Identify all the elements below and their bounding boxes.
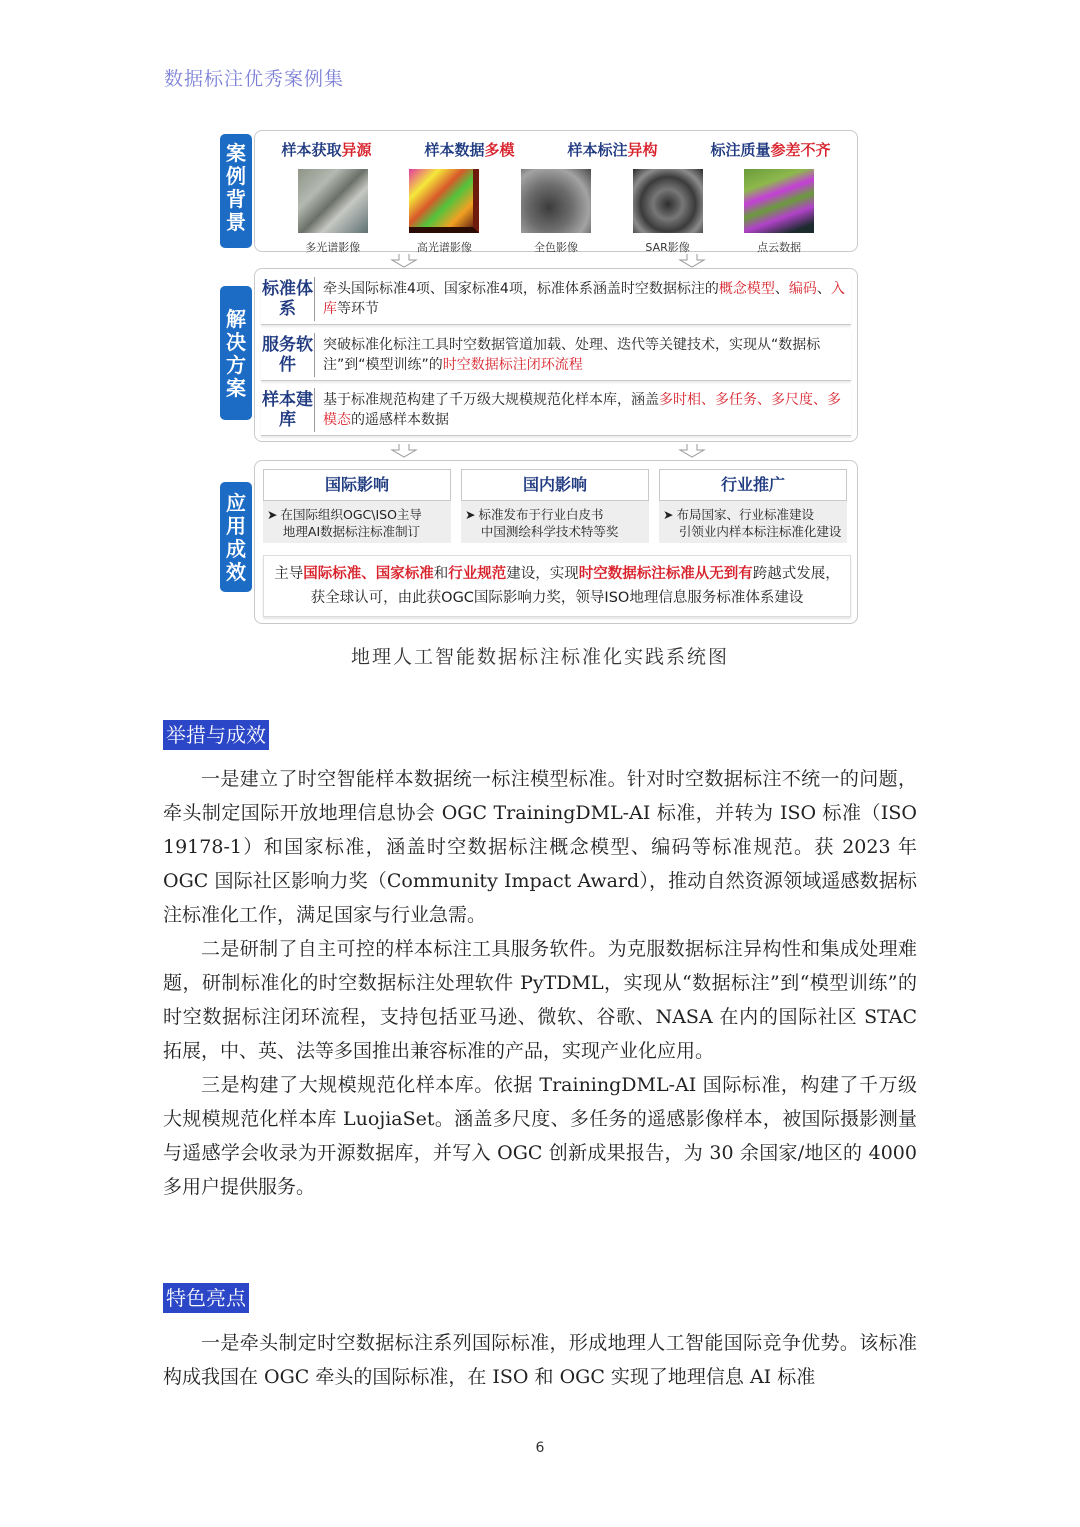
challenge-heading: 标注质量参差不齐 <box>710 141 831 159</box>
sar-image-icon <box>633 169 703 233</box>
tab-solution: 解决方案 <box>220 286 252 420</box>
solution-text: 基于标准规范构建了千万级大规模规范化样本库，涵盖多时相、多任务、多尺度、多模态的遥感样本数据 <box>323 391 841 428</box>
solution-text: 牵头国际标准4项、国家标准4项，标准体系涵盖时空数据标注的概念模型、编码、入库等环节 <box>323 280 845 317</box>
impact-domestic: 国内影响 ➤ 标准发布于行业白皮书 中国测绘科学技术特等奖 <box>461 469 649 543</box>
section-heading-measures: 举措与成效 <box>163 720 269 750</box>
impact-international: 国际影响 ➤ 在国际组织OGC\ISO主导 地理AI数据标注标准制订 <box>263 469 451 543</box>
figure-caption: 地理人工智能数据标注标准化实践系统图 <box>350 646 729 668</box>
hyperspectral-cube-icon <box>409 169 479 233</box>
paragraph: 二是研制了自主可控的样本标注工具服务软件。为克服数据标注异构性和集成处理难题，研制标准化的时空数据标注处理软件 PyTDML，实现从“数据标注”到“模型训练”的时空数据标注闭环流程，支持包括亚马逊、微软、谷歌、NASA 在内的国际社区 STAC 拓展，中、英、法等多国推出兼容标准的产品，实现产业化应用。 <box>163 938 917 1062</box>
chevron-right-icon: ➤ <box>663 507 674 522</box>
solution-row-standards <box>261 273 851 325</box>
solution-key: 服务软件 <box>262 334 313 375</box>
running-header: 数据标注优秀案例集 <box>164 68 345 90</box>
section-body-highlights <box>163 1326 917 1394</box>
results-summary: 主导国际标准、国家标准和行业规范建设，实现时空数据标注标准从无到有跨越式发展，获全球认可，由此获OGC国际影响力奖，领导ISO地理信息服务标准体系建设 <box>263 555 851 617</box>
solution-key: 标准体系 <box>262 278 313 319</box>
tab-results: 应用成效 <box>220 482 252 592</box>
down-arrow-icon <box>390 254 418 268</box>
paragraph: 一是牵头制定时空数据标注系列国际标准，形成地理人工智能国际竞争优势。该标准构成我国在 OGC 牵头的国际标准，在 ISO 和 OGC 实现了地理信息 AI 标准 <box>163 1332 917 1388</box>
down-arrow-icon <box>390 444 418 458</box>
image-cell: 高光谱影像 <box>401 169 487 255</box>
solution-row-sample-library <box>261 384 851 436</box>
image-cell: 点云数据 <box>736 169 822 255</box>
chevron-right-icon: ➤ <box>267 507 278 522</box>
challenge-heading: 样本获取异源 <box>281 141 372 159</box>
data-type-images <box>255 169 857 255</box>
tab-case-background: 案例背景 <box>220 134 252 248</box>
results-panel <box>254 460 858 624</box>
solution-panel <box>254 268 858 442</box>
section-heading-highlights: 特色亮点 <box>163 1283 249 1313</box>
solution-row-software <box>261 329 851 381</box>
image-cell: 全色影像 <box>513 169 599 255</box>
panchromatic-image-icon <box>521 169 591 233</box>
image-cell: 多光谱影像 <box>290 169 376 255</box>
multispectral-image-icon <box>298 169 368 233</box>
challenge-headings <box>255 139 857 160</box>
page-number: 6 <box>535 1440 545 1456</box>
impact-industry: 行业推广 ➤ 布局国家、行业标准建设 引领业内样本标注标准化建设 <box>659 469 847 543</box>
image-cell: SAR影像 <box>625 169 711 255</box>
solution-text: 突破标准化标注工具时空数据管道加载、处理、迭代等关键技术，实现从“数据标注”到“模型训练”的时空数据标注闭环流程 <box>323 336 821 373</box>
down-arrow-icon <box>678 254 706 268</box>
background-panel <box>254 130 858 252</box>
paragraph: 一是建立了时空智能样本数据统一标注模型标准。针对时空数据标注不统一的问题，牵头制定国际开放地理信息协会 OGC TrainingDML-AI 标准，并转为 ISO 标准（ISO 19178-1）和国家标准，涵盖时空数据标注概念模型、编码等标准规范。获 2023 年 OGC 国际社区影响力奖（Community Impact Award），推动自然资源领域遥感数据标注标准化工作，满足国家与行业急需。 <box>163 768 917 926</box>
paragraph: 三是构建了大规模规范化样本库。依据 TrainingDML-AI 国际标准，构建了千万级大规模规范化样本库 LuojiaSet。涵盖多尺度、多任务的遥感影像样本，被国际摄影测量与遥感学会收录为开源数据库，并写入 OGC 创新成果报告，为 30 余国家/地区的 4000 多用户提供服务。 <box>163 1074 917 1198</box>
point-cloud-image-icon <box>744 169 814 233</box>
challenge-heading: 样本数据多模 <box>424 141 515 159</box>
down-arrow-icon <box>678 444 706 458</box>
standardization-system-diagram <box>220 128 860 626</box>
challenge-heading: 样本标注异构 <box>567 141 658 159</box>
solution-key: 样本建库 <box>262 389 313 430</box>
chevron-right-icon: ➤ <box>465 507 476 522</box>
section-body-measures <box>163 762 917 1204</box>
